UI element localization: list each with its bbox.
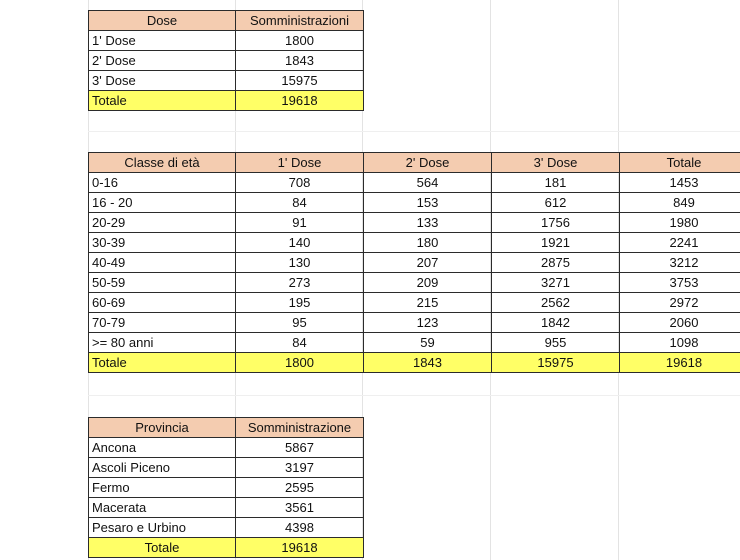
cell[interactable]: Pesaro e Urbino bbox=[89, 518, 236, 538]
table-row bbox=[89, 193, 740, 213]
cell[interactable]: 153 bbox=[364, 193, 492, 213]
table-row bbox=[89, 273, 740, 293]
cell[interactable]: 708 bbox=[236, 173, 364, 193]
cell[interactable]: 195 bbox=[236, 293, 364, 313]
cell[interactable]: Fermo bbox=[89, 478, 236, 498]
cell[interactable]: 2' Dose bbox=[89, 51, 236, 71]
cell[interactable]: 1098 bbox=[620, 333, 740, 353]
table-row bbox=[89, 333, 740, 353]
table-row bbox=[89, 233, 740, 253]
province-table bbox=[88, 417, 364, 558]
cell[interactable]: 955 bbox=[492, 333, 620, 353]
header-cell[interactable]: Somministrazione bbox=[236, 418, 364, 438]
cell[interactable]: 3' Dose bbox=[89, 71, 236, 91]
cell[interactable]: 95 bbox=[236, 313, 364, 333]
cell[interactable]: 1' Dose bbox=[89, 31, 236, 51]
table-header-row bbox=[89, 418, 364, 438]
cell[interactable]: 2060 bbox=[620, 313, 740, 333]
gridline bbox=[88, 395, 740, 396]
cell[interactable]: 16 - 20 bbox=[89, 193, 236, 213]
cell[interactable]: 1980 bbox=[620, 213, 740, 233]
cell[interactable]: 564 bbox=[364, 173, 492, 193]
cell[interactable]: 123 bbox=[364, 313, 492, 333]
table-row bbox=[89, 518, 364, 538]
cell[interactable]: 215 bbox=[364, 293, 492, 313]
table-row bbox=[89, 253, 740, 273]
header-cell[interactable]: 3' Dose bbox=[492, 153, 620, 173]
cell[interactable]: 30-39 bbox=[89, 233, 236, 253]
table-row bbox=[89, 438, 364, 458]
cell[interactable]: 60-69 bbox=[89, 293, 236, 313]
header-cell[interactable]: Somministrazioni bbox=[236, 11, 364, 31]
gridline bbox=[88, 131, 740, 132]
cell[interactable]: >= 80 anni bbox=[89, 333, 236, 353]
cell[interactable]: 1800 bbox=[236, 353, 364, 373]
cell[interactable]: 130 bbox=[236, 253, 364, 273]
cell[interactable]: 2241 bbox=[620, 233, 740, 253]
table-row bbox=[89, 458, 364, 478]
cell[interactable]: 133 bbox=[364, 213, 492, 233]
table-row bbox=[89, 293, 740, 313]
cell[interactable]: 50-59 bbox=[89, 273, 236, 293]
table-row bbox=[89, 71, 364, 91]
cell[interactable]: 3753 bbox=[620, 273, 740, 293]
cell[interactable]: Ascoli Piceno bbox=[89, 458, 236, 478]
cell[interactable]: 1843 bbox=[236, 51, 364, 71]
cell[interactable]: 209 bbox=[364, 273, 492, 293]
cell[interactable]: 84 bbox=[236, 193, 364, 213]
table-header-row bbox=[89, 153, 740, 173]
cell[interactable]: Macerata bbox=[89, 498, 236, 518]
table-header-row bbox=[89, 11, 364, 31]
cell[interactable]: 4398 bbox=[236, 518, 364, 538]
total-row bbox=[89, 538, 364, 558]
table-row bbox=[89, 213, 740, 233]
table-row bbox=[89, 478, 364, 498]
header-cell[interactable]: 2' Dose bbox=[364, 153, 492, 173]
cell[interactable]: 3197 bbox=[236, 458, 364, 478]
cell[interactable]: 1921 bbox=[492, 233, 620, 253]
cell[interactable]: 0-16 bbox=[89, 173, 236, 193]
cell[interactable]: 5867 bbox=[236, 438, 364, 458]
header-cell[interactable]: Classe di età bbox=[89, 153, 236, 173]
table-row bbox=[89, 173, 740, 193]
cell[interactable]: 91 bbox=[236, 213, 364, 233]
table-row bbox=[89, 31, 364, 51]
cell[interactable]: Ancona bbox=[89, 438, 236, 458]
cell[interactable]: 3561 bbox=[236, 498, 364, 518]
cell[interactable]: 19618 bbox=[236, 538, 364, 558]
cell[interactable]: 84 bbox=[236, 333, 364, 353]
cell[interactable]: 1756 bbox=[492, 213, 620, 233]
cell[interactable]: 59 bbox=[364, 333, 492, 353]
cell[interactable]: 1842 bbox=[492, 313, 620, 333]
cell[interactable]: 19618 bbox=[620, 353, 740, 373]
cell[interactable]: Totale bbox=[89, 353, 236, 373]
cell[interactable]: 181 bbox=[492, 173, 620, 193]
table-row bbox=[89, 313, 740, 333]
cell[interactable]: 273 bbox=[236, 273, 364, 293]
cell[interactable]: 1800 bbox=[236, 31, 364, 51]
cell[interactable]: 2595 bbox=[236, 478, 364, 498]
age-class-table bbox=[88, 152, 740, 373]
cell[interactable]: 3212 bbox=[620, 253, 740, 273]
header-cell[interactable]: Dose bbox=[89, 11, 236, 31]
dose-table bbox=[88, 10, 364, 111]
cell[interactable]: 20-29 bbox=[89, 213, 236, 233]
cell[interactable]: 180 bbox=[364, 233, 492, 253]
cell[interactable]: 19618 bbox=[236, 91, 364, 111]
cell[interactable]: 849 bbox=[620, 193, 740, 213]
cell[interactable]: Totale bbox=[89, 91, 236, 111]
table-row bbox=[89, 498, 364, 518]
cell[interactable]: 1453 bbox=[620, 173, 740, 193]
cell[interactable]: 15975 bbox=[492, 353, 620, 373]
table-row bbox=[89, 51, 364, 71]
cell[interactable]: 3271 bbox=[492, 273, 620, 293]
header-cell[interactable]: 1' Dose bbox=[236, 153, 364, 173]
cell[interactable]: 40-49 bbox=[89, 253, 236, 273]
total-row bbox=[89, 91, 364, 111]
cell[interactable]: 15975 bbox=[236, 71, 364, 91]
cell[interactable]: 612 bbox=[492, 193, 620, 213]
header-cell[interactable]: Totale bbox=[620, 153, 740, 173]
cell[interactable]: 140 bbox=[236, 233, 364, 253]
cell[interactable]: Totale bbox=[89, 538, 236, 558]
cell[interactable]: 207 bbox=[364, 253, 492, 273]
cell[interactable]: 2562 bbox=[492, 293, 620, 313]
cell[interactable]: 1843 bbox=[364, 353, 492, 373]
cell[interactable]: 2875 bbox=[492, 253, 620, 273]
cell[interactable]: 2972 bbox=[620, 293, 740, 313]
total-row bbox=[89, 353, 740, 373]
cell[interactable]: 70-79 bbox=[89, 313, 236, 333]
header-cell[interactable]: Provincia bbox=[89, 418, 236, 438]
